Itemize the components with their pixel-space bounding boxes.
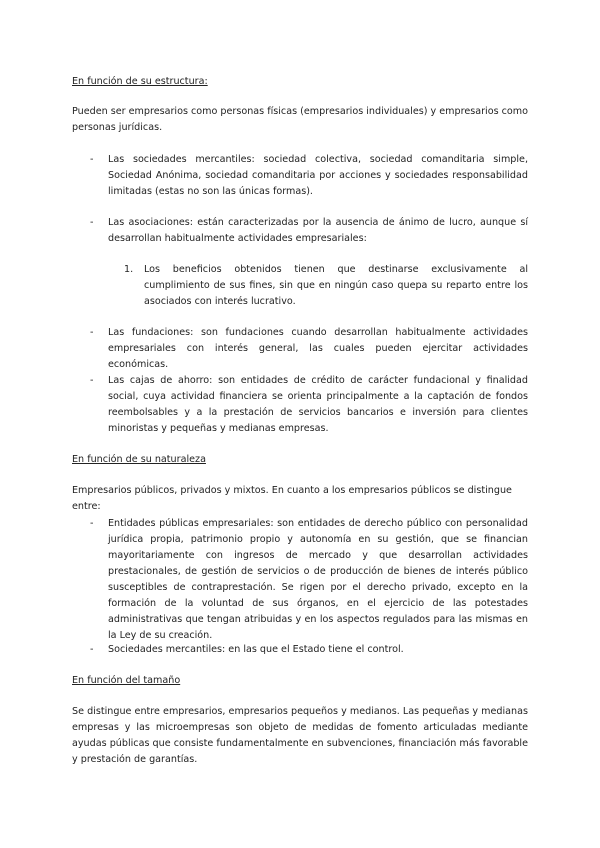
list-item-cajas-de-ahorro: Las cajas de ahorro: son entidades de crédito de carácter fundacional y finalidad social, cuya actividad financiera se orienta principalmente a la captación de fondos reembolsables y a la prestación de servicios bancarios e inversión para clientes minoristas y pequeñas y medianas empresas.	[108, 375, 528, 434]
numbered-item-beneficios: Los beneficios obtenidos tienen que destinarse exclusivamente al cumplimiento de sus fines, sin que en ningún caso quepa su reparto entre los asociados con interés lucrativo.	[144, 264, 528, 307]
list-item-fundaciones: Las fundaciones: son fundaciones cuando desarrollan habitualmente actividades empresariales con interés general, las cuales pueden ejercitar actividades económicas.	[108, 327, 528, 370]
bullet-dash: -	[90, 644, 94, 655]
bullet-dash: -	[90, 217, 94, 228]
heading-estructura: En función de su estructura:	[72, 76, 208, 87]
heading-naturaleza: En función de su naturaleza	[72, 454, 206, 465]
bullet-dash: -	[90, 327, 94, 338]
list-item-entidades-publicas: Entidades públicas empresariales: son entidades de derecho público con personalidad jurídica propia, patrimonio propio y autonomía en su gestión, que se financian mayoritariamente con ingresos de mercado y que desarrollan actividades prestacionales, de gestión de servicios o de producción de bienes de interés público susceptibles de contraprestación. Se rigen por el derecho privado, excepto en la formación de la voluntad de sus órganos, en el ejercicio de las potestades administrativas que tengan atribuidas y en los aspectos regulados para las mismas en la Ley de su creación.	[108, 518, 528, 641]
bullet-dash: -	[90, 154, 94, 165]
bullet-dash: -	[90, 518, 94, 529]
heading-tamano: En función del tamaño	[72, 675, 181, 686]
bullet-dash: -	[90, 375, 94, 386]
list-item-sociedades-estado: Sociedades mercantiles: en las que el Estado tiene el control.	[108, 644, 404, 655]
paragraph-tamano: Se distingue entre empresarios, empresarios pequeños y medianos. Las pequeñas y medianas empresas y las microempresas son objeto de medidas de fomento articuladas mediante ayudas públicas que consiste fundamentalmente en subvenciones, financiación más favorable y prestación de garantías.	[72, 706, 528, 765]
list-item-asociaciones: Las asociaciones: están caracterizadas por la ausencia de ánimo de lucro, aunque sí desarrollan habitualmente actividades empresariales:	[108, 217, 528, 244]
numbered-marker: 1.	[124, 264, 134, 275]
list-item-sociedades-mercantiles: Las sociedades mercantiles: sociedad colectiva, sociedad comanditaria simple, Sociedad Anónima, sociedad comanditaria por acciones y sociedades responsabilidad limitadas (estas no son las únicas formas).	[108, 154, 528, 197]
paragraph-estructura-intro: Pueden ser empresarios como personas físicas (empresarios individuales) y empresarios como personas jurídicas.	[72, 106, 528, 133]
paragraph-naturaleza-intro: Empresarios públicos, privados y mixtos. En cuanto a los empresarios públicos se distingue entre:	[72, 485, 512, 512]
